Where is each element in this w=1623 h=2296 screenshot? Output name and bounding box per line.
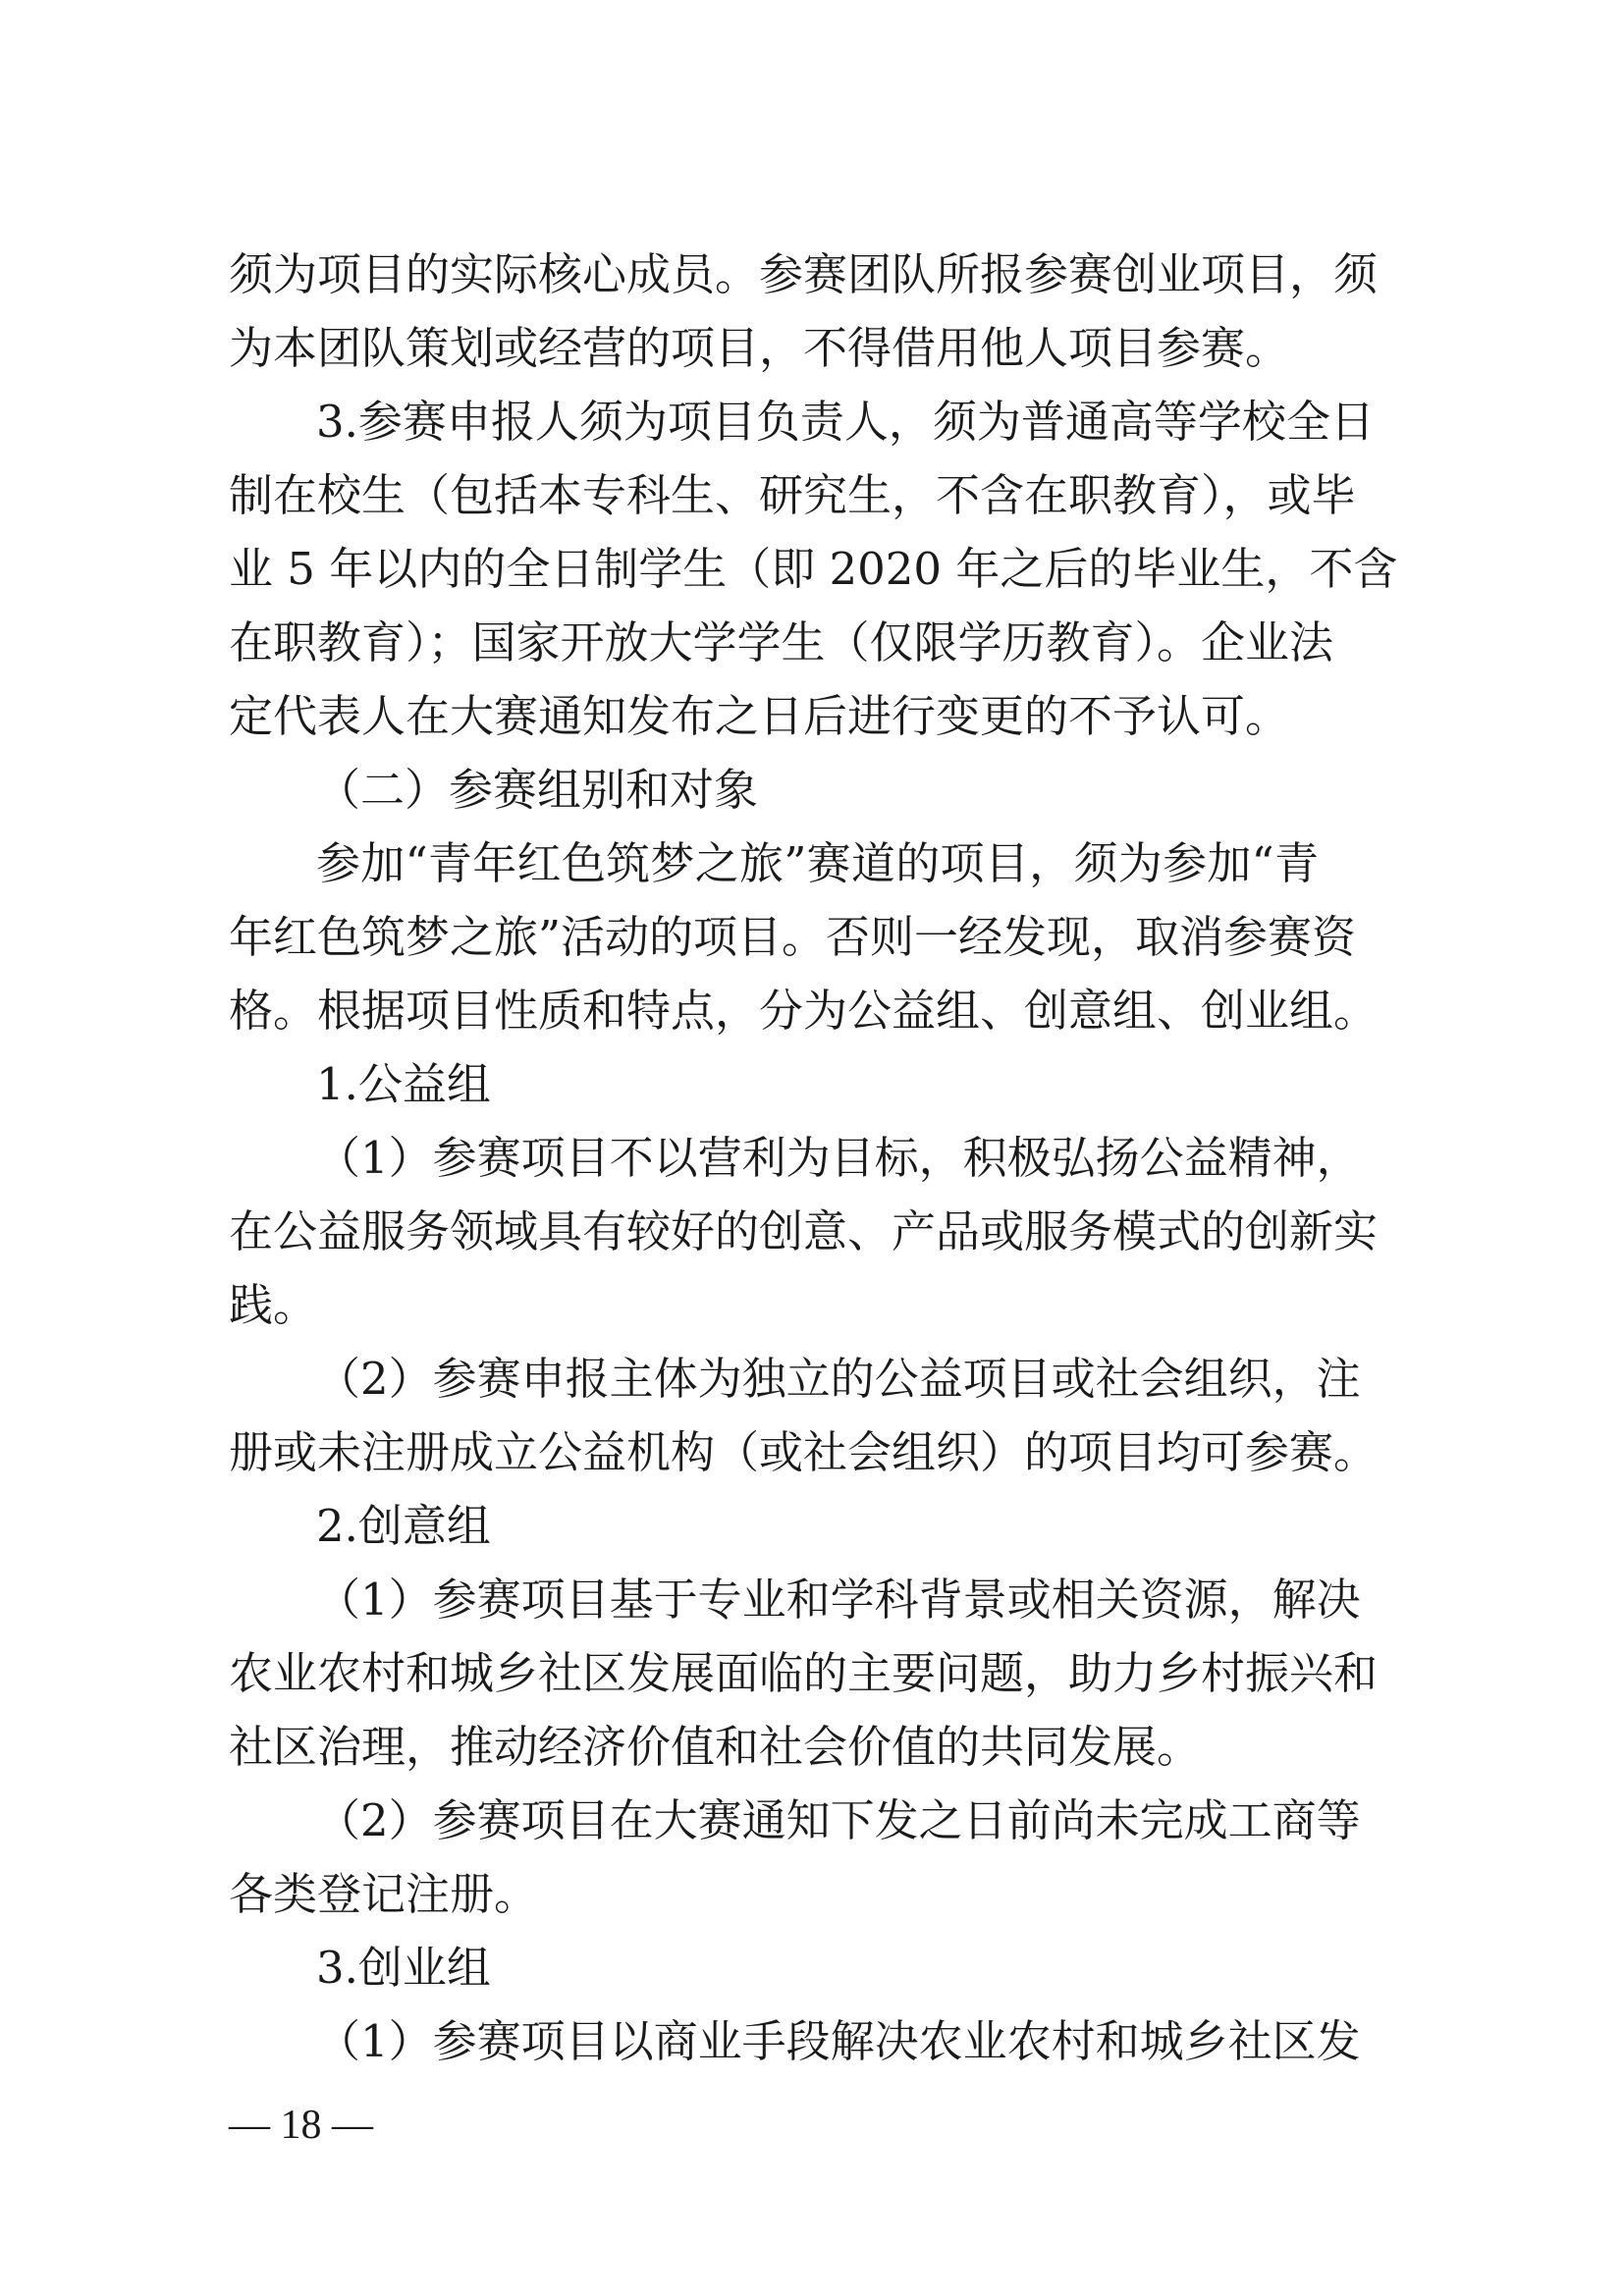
- section-heading: （二）参赛组别和对象: [316, 764, 759, 816]
- text-line: 册或未注册成立公益机构（或社会组织）的项目均可参赛。: [229, 1426, 1379, 1478]
- text-line: 业 5 年以内的全日制学生（即 2020 年之后的毕业生，不含: [229, 543, 1398, 595]
- text-line: （2）参赛申报主体为独立的公益项目或社会组织，注: [316, 1353, 1361, 1405]
- text-line: 参加“青年红色筑梦之旅”赛道的项目，须为参加“青: [316, 837, 1319, 889]
- text-line: （1）参赛项目基于专业和学科背景或相关资源，解决: [316, 1574, 1361, 1626]
- text-line: （1）参赛项目以商业手段解决农业农村和城乡社区发: [316, 2015, 1361, 2067]
- text-line: 须为项目的实际核心成员。参赛团队所报参赛创业项目，须: [229, 248, 1379, 300]
- subsection-heading: 1.公益组: [316, 1058, 491, 1110]
- text-line: （2）参赛项目在大赛通知下发之日前尚未完成工商等: [316, 1794, 1361, 1846]
- text-line: 年红色筑梦之旅”活动的项目。否则一经发现，取消参赛资: [229, 911, 1357, 963]
- text-line: 在职教育）；国家开放大学学生（仅限学历教育）。企业法: [229, 616, 1334, 668]
- text-line: 格。根据项目性质和特点，分为公益组、创意组、创业组。: [229, 985, 1379, 1037]
- text-line: 制在校生（包括本专科生、研究生，不含在职教育），或毕: [229, 469, 1356, 521]
- text-line: 践。: [229, 1279, 318, 1331]
- text-line: 社区治理，推动经济价值和社会价值的共同发展。: [229, 1721, 1202, 1773]
- text-line: 为本团队策划或经营的项目，不得借用他人项目参赛。: [229, 322, 1290, 374]
- subsection-heading: 3.创业组: [316, 1942, 491, 1994]
- text-line: （1）参赛项目不以营利为目标，积极弘扬公益精神，: [316, 1132, 1361, 1184]
- text-line: 3.参赛申报人须为项目负责人，须为普通高等学校全日: [316, 396, 1375, 448]
- text-line: 在公益服务领域具有较好的创意、产品或服务模式的创新实: [229, 1205, 1379, 1257]
- text-line: 各类登记注册。: [229, 1868, 539, 1920]
- subsection-heading: 2.创意组: [316, 1500, 491, 1552]
- text-line: 定代表人在大赛通知发布之日后进行变更的不予认可。: [229, 690, 1290, 742]
- page-number: — 18 —: [229, 2103, 373, 2148]
- text-line: 农业农村和城乡社区发展面临的主要问题，助力乡村振兴和: [229, 1647, 1379, 1699]
